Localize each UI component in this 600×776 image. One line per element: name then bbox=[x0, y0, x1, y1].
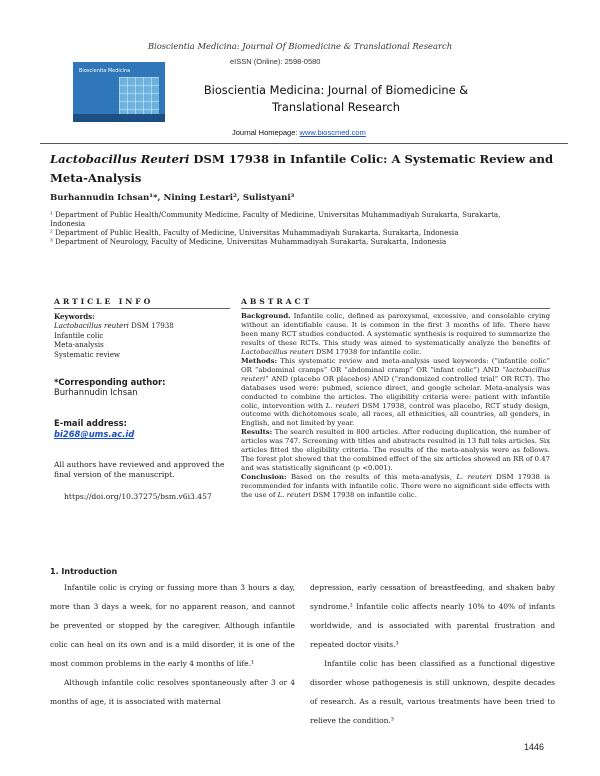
email-block bbox=[54, 419, 234, 440]
abstract-heading: ABSTRACT bbox=[241, 297, 313, 306]
background-label: Background. bbox=[241, 312, 291, 320]
background-text-end: DSM 17938 for infantile colic. bbox=[313, 347, 422, 356]
abstract-conclusion bbox=[241, 473, 550, 500]
cover-title: Bioscientia Medicina bbox=[79, 68, 131, 74]
page-number: 1446 bbox=[524, 742, 545, 752]
conclusion-text-3: DSM 17938 on infantile colic. bbox=[310, 491, 417, 500]
journal-homepage bbox=[232, 128, 366, 137]
author-list: Burhannudin Ichsan¹*, Nining Lestari², Sulistyani³ bbox=[50, 193, 295, 203]
keywords-label: Keywords: bbox=[54, 312, 95, 321]
keyword-3: Meta-analysis bbox=[54, 340, 104, 350]
abstract-text bbox=[241, 312, 550, 500]
doi-link[interactable]: https://doi.org/10.37275/bsm.v6i3.457 bbox=[64, 492, 212, 501]
keywords-block bbox=[54, 312, 234, 359]
header-divider bbox=[40, 143, 568, 144]
email-label: E-mail address: bbox=[54, 418, 128, 428]
methods-italic-2: L. reuteri bbox=[325, 401, 360, 410]
abstract-results bbox=[241, 428, 550, 473]
methods-italic-1: lactobacillus reuteri bbox=[241, 365, 550, 383]
homepage-label: Journal Homepage: bbox=[232, 128, 300, 137]
journal-name-line2: Translational Research bbox=[271, 100, 401, 114]
keyword-1-rest: DSM 17938 bbox=[128, 321, 174, 331]
keyword-1 bbox=[54, 321, 234, 330]
intro-left-p2: Although infantile colic resolves spontaneously after 3 or 4 months of age, it is associated with maternal bbox=[50, 678, 295, 706]
affiliation-2: ² Department of Public Health, Faculty of Medicine, Universitas Muhammadiyah Surakarta, Surakarta, Indonesia bbox=[50, 228, 459, 237]
affiliation-3: ³ Department of Neurology, Faculty of Medicine, Universitas Muhammadiyah Surakarta, Surakarta, Indonesia bbox=[50, 237, 447, 246]
cover-band bbox=[73, 114, 165, 122]
methods-text-3: DSM 17938, control was placebo, RCT study design, outcome with dichotomous scale, all races, all ethnicities, all countries, all genders, in English, and not limited by year. bbox=[241, 401, 550, 428]
conclusion-label: Conclusion: bbox=[241, 473, 287, 482]
article-info-divider bbox=[54, 308, 230, 309]
running-header: Bioscientia Medicina: Journal Of Biomedicine & Translational Research bbox=[147, 41, 453, 51]
title-italic: Lactobacillus Reuteri bbox=[50, 152, 190, 166]
keyword-4: Systematic review bbox=[54, 349, 120, 359]
affiliation-1-cont: Indonesia bbox=[50, 219, 86, 228]
reviewed-note: All authors have reviewed and approved the final version of the manuscript. bbox=[54, 460, 225, 479]
journal-cover-image bbox=[73, 62, 165, 122]
keyword-1-italic: Lactobacillus reuteri bbox=[54, 321, 129, 331]
corresponding-label: *Corresponding author: bbox=[54, 377, 166, 387]
title-line2: Meta-Analysis bbox=[50, 171, 142, 185]
intro-right-p2: Infantile colic has been classified as a functional digestive disorder whose pathogenesis is still unknown, despite decades of research. As a result, various treatments have been tried to relieve the condition.³ bbox=[310, 659, 555, 725]
conclusion-italic-1: L. reuteri bbox=[456, 473, 492, 482]
article-title bbox=[50, 150, 570, 188]
affiliation-1: ¹ Department of Public Health/Community Medicine, Faculty of Medicine, Universitas Muhammadiyah Surakarta, Surakarta, bbox=[50, 210, 501, 219]
methods-text: This systematic review and meta-analysis used keywords: (“infantile colic” OR “abdominal cramps” OR “abdominal cramp” OR “infant colic”) AND “ bbox=[241, 356, 550, 374]
abstract-methods bbox=[241, 357, 550, 429]
results-text: The search resulted in 800 articles. After reducing duplication, the number of articles was 747. Screening with titles and abstracts resulted in 13 full teks articles. Six articles fitted the eligibility criteria. The results of the meta-analysis were as follows. The forest plot showed that the combined effect of the six articles showed an RR of 0.47 and was statistically significant (p <0.001). bbox=[241, 428, 550, 473]
email-link[interactable]: bi268@ums.ac.id bbox=[54, 429, 135, 440]
journal-name-line1: Bioscientia Medicina: Journal of Biomedicine & bbox=[203, 83, 469, 97]
methods-label: Methods: bbox=[241, 356, 278, 365]
conclusion-italic-2: L. reuteri bbox=[277, 491, 311, 500]
title-rest: DSM 17938 in Infantile Colic: A Systematic Review and bbox=[189, 152, 554, 166]
keyword-2: Infantile colic bbox=[54, 330, 104, 340]
journal-name bbox=[186, 82, 486, 116]
homepage-link[interactable]: www.bioscmed.com bbox=[299, 128, 366, 137]
background-text: Infantile colic, defined as paroxysmal, excessive, and consolable crying without an identifiable cause. It is common in the first 3 months of life. There have been many RCT studies conducted. A systematic synthesis is required to summarize the results of these RCTs. This study was aimed to systematically analyze the benefits of bbox=[241, 312, 550, 347]
intro-right-p1: depression, early cessation of breastfeeding, and shaken baby syndrome.² Infantile colic affects nearly 10% to 40% of infants worldwide, and is associated with parental frustration and repeated doctor visits.³ bbox=[310, 583, 555, 649]
cover-graphic bbox=[119, 77, 159, 115]
intro-left-p1: Infantile colic is crying or fussing more than 3 hours a day, more than 3 days a week, for no apparent reason, and cannot be prevented or stopped by the caregiver. Although infantile colic can heal on its own and is a mild disorder, it is one of the most common problems in the early 4 months of life.¹ bbox=[50, 583, 295, 668]
conclusion-text: Based on the results of this meta-analysis, bbox=[286, 473, 457, 482]
background-italic: Lactobacillus reuteri bbox=[241, 347, 314, 356]
article-info-heading: ARTICLE INFO bbox=[54, 297, 154, 306]
abstract-background bbox=[241, 312, 550, 357]
introduction-left-column bbox=[50, 578, 295, 711]
corresponding-block bbox=[54, 378, 234, 398]
introduction-heading: 1. Introduction bbox=[50, 567, 118, 576]
abstract-divider bbox=[241, 308, 550, 309]
corresponding-name: Burhannudin Ichsan bbox=[54, 387, 138, 398]
eissn: eISSN (Online): 2598-0580 bbox=[230, 57, 321, 66]
results-label: Results: bbox=[241, 428, 273, 437]
methods-text-2: ” AND (placebo OR placebos) AND (“randomized controlled trial” OR RCT). The databases used were: pubmed, science direct, and google scholar. Meta-analysis was conducted to combine the articles. The eligibility criteria were: patient with infantile colic, intervention with bbox=[241, 374, 550, 410]
conclusion-text-2: DSM 17938 is recommended for infants with infantile colic. There were no significant side effects with the use of bbox=[241, 473, 550, 500]
introduction-right-column bbox=[310, 578, 555, 730]
